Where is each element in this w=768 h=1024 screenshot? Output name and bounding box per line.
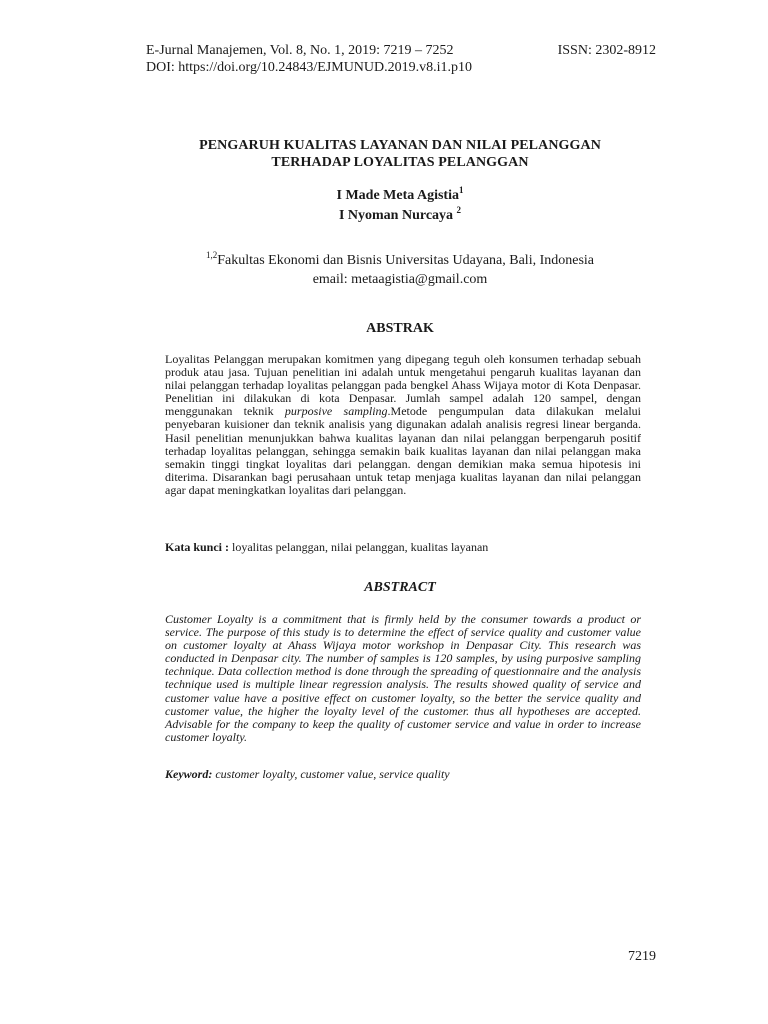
author-list (0, 186, 768, 226)
keyword-label: Keyword: (165, 767, 213, 781)
title-line-1: PENGARUH KUALITAS LAYANAN DAN NILAI PELANGGAN (199, 138, 601, 153)
doi-link[interactable]: DOI: https://doi.org/10.24843/EJMUNUD.2019.v8.i1.p10 (146, 60, 473, 75)
kata-kunci-values: loyalitas pelanggan, nilai pelanggan, kualitas layanan (229, 540, 489, 554)
author-email[interactable]: email: metaagistia@gmail.com (312, 272, 488, 287)
author-2 (0, 206, 768, 226)
affiliation-line (0, 251, 768, 270)
abstrak-text-2: .Metode pengumpulan data dilakukan melalui penyebaran kuisioner dan teknik analisis yang digunakan adalah analisis regresi linear berganda. Hasil penelitian menunjukkan bahwa kualitas layanan dan nilai pelanggan berpengaruh positif terhadap loyalitas pelanggan, sehingga semakin baik kualitas layanan dan nilai pelanggan maka semakin tinggi tingkat loyalitas dari pelanggan. dengan demikian maka semua hipotesis ini diterima. Disarankan bagi perusahaan untuk tetap menjaga kualitas layanan dan nilai pelanggan agar dapat meningkatkan loyalitas dari pelanggan. (165, 404, 641, 497)
keyword-line (165, 767, 641, 781)
affiliation-text: Fakultas Ekonomi dan Bisnis Universitas Udayana, Bali, Indonesia (217, 253, 595, 268)
title-line-2: TERHADAP LOYALITAS PELANGGAN (271, 155, 529, 170)
author-1 (0, 186, 768, 206)
journal-header (146, 42, 472, 76)
keyword-values: customer loyalty, customer value, service quality (212, 767, 450, 781)
abstrak-paragraph (165, 353, 641, 497)
issn-label: ISSN: 2302-8912 (557, 43, 656, 58)
kata-kunci-label: Kata kunci : (165, 540, 230, 554)
author-1-name: I Made Meta Agistia (336, 188, 459, 203)
kata-kunci-line (165, 540, 641, 554)
journal-citation: E-Jurnal Manajemen, Vol. 8, No. 1, 2019: 7219 – 7252 (146, 43, 454, 58)
abstrak-italic-term: purposive sampling (284, 404, 388, 419)
abstract-paragraph: Customer Loyalty is a commitment that is firmly held by the consumer towards a product or service. The purpose of this study is to determine the effect of service quality and customer value on customer loyalty at Ahass Wijaya motor workshop in Denpasar City. This research was conducted in Denpasar city. The number of samples is 120 samples, by using purposive sampling technique. Data collection method is done through the spreading of questionnaire and the analysis technique used is multiple linear regression analysis. The results showed quality of service and customer value have a positive effect on customer loyalty, so the better the service quality and customer value, the higher the loyalty level of the customer. thus all hypotheses are accepted. Advisable for the company to keep the quality of customer service and value in order to increase customer loyalty. (165, 612, 641, 744)
affiliation-block (0, 251, 768, 289)
paper-title (0, 137, 768, 171)
author-1-sup: 1 (458, 185, 464, 195)
page-number: 7219 (628, 949, 656, 964)
author-2-sup: 2 (456, 205, 462, 215)
author-2-name: I Nyoman Nurcaya (338, 208, 457, 223)
abstrak-text-1: Loyalitas Pelanggan merupakan komitmen yang dipegang teguh oleh konsumen terhadap sebuah produk atau jasa. Tujuan penelitian ini adalah untuk mengetahui pengaruh kualitas layanan dan nilai pelanggan terhadap loyalitas pelanggan pada bengkel Ahass Wijaya motor di Kota Denpasar. Penelitian ini dilakukan di kota Denpasar. Jumlah sampel adalah 120 sampel, dengan menggunakan teknik (165, 352, 641, 419)
abstract-heading: ABSTRACT (364, 580, 436, 595)
abstrak-heading: ABSTRAK (366, 321, 434, 336)
affiliation-sup: 1,2 (205, 250, 218, 260)
